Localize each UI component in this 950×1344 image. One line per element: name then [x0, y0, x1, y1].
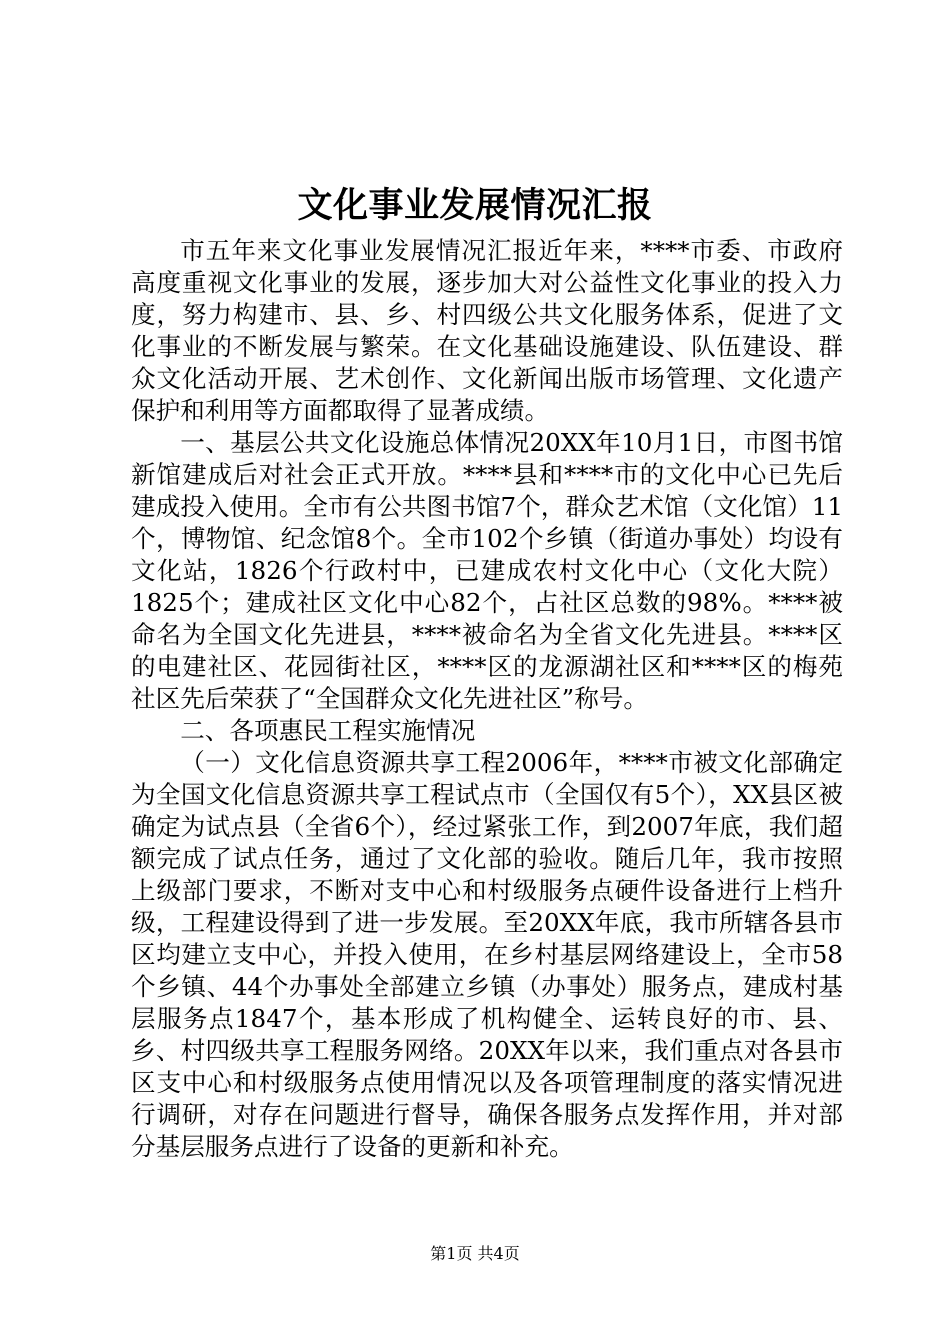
document-body	[131, 235, 843, 1163]
document-title: 文化事业发展情况汇报	[297, 185, 653, 226]
paragraph-section-one: 一、基层公共文化设施总体情况20XX年10月1日，市图书馆新馆建成后对社会正式开放。****县和****市的文化中心已先后建成投入使用。全市有公共图书馆7个，群众艺术馆（文化馆）11个，博物馆、纪念馆8个。全市102个乡镇（街道办事处）均设有文化站，1826个行政村中，已建成农村文化中心（文化大院）1825个；建成社区文化中心82个，占社区总数的98%。****被命名为全国文化先进县，****被命名为全省文化先进县。****区的电建社区、花园街社区，****区的龙源湖社区和****区的梅苑社区先后荣获了“全国群众文化先进社区”称号。	[131, 428, 843, 713]
paragraph-section-two-item-one: （一）文化信息资源共享工程2006年，****市被文化部确定为全国文化信息资源共享工程试点市（全国仅有5个），XX县区被确定为试点县（全省6个），经过紧张工作，到2007年底，我们超额完成了试点任务，通过了文化部的验收。随后几年，我市按照上级部门要求，不断对支中心和村级服务点硬件设备进行上档升级，工程建设得到了进一步发展。至20XX年底，我市所辖各县市区均建立支中心，并投入使用，在乡村基层网络建设上，全市58个乡镇、44个办事处全部建立乡镇（办事处）服务点，建成村基层服务点1847个，基本形成了机构健全、运转良好的市、县、乡、村四级共享工程服务网络。20XX年以来，我们重点对各县市区支中心和村级服务点使用情况以及各项管理制度的落实情况进行调研，对存在问题进行督导，确保各服务点发挥作用，并对部分基层服务点进行了设备的更新和补充。	[131, 748, 843, 1161]
paragraph-section-two-heading: 二、各项惠民工程实施情况	[180, 716, 476, 745]
page-number-footer: 第1页 共4页	[430, 1244, 520, 1263]
paragraph-intro: 市五年来文化事业发展情况汇报近年来，****市委、市政府高度重视文化事业的发展，逐步加大对公益性文化事业的投入力度，努力构建市、县、乡、村四级公共文化服务体系，促进了文化事业的不断发展与繁荣。在文化基础设施建设、队伍建设、群众文化活动开展、艺术创作、文化新闻出版市场管理、文化遗产保护和利用等方面都取得了显著成绩。	[131, 236, 843, 425]
